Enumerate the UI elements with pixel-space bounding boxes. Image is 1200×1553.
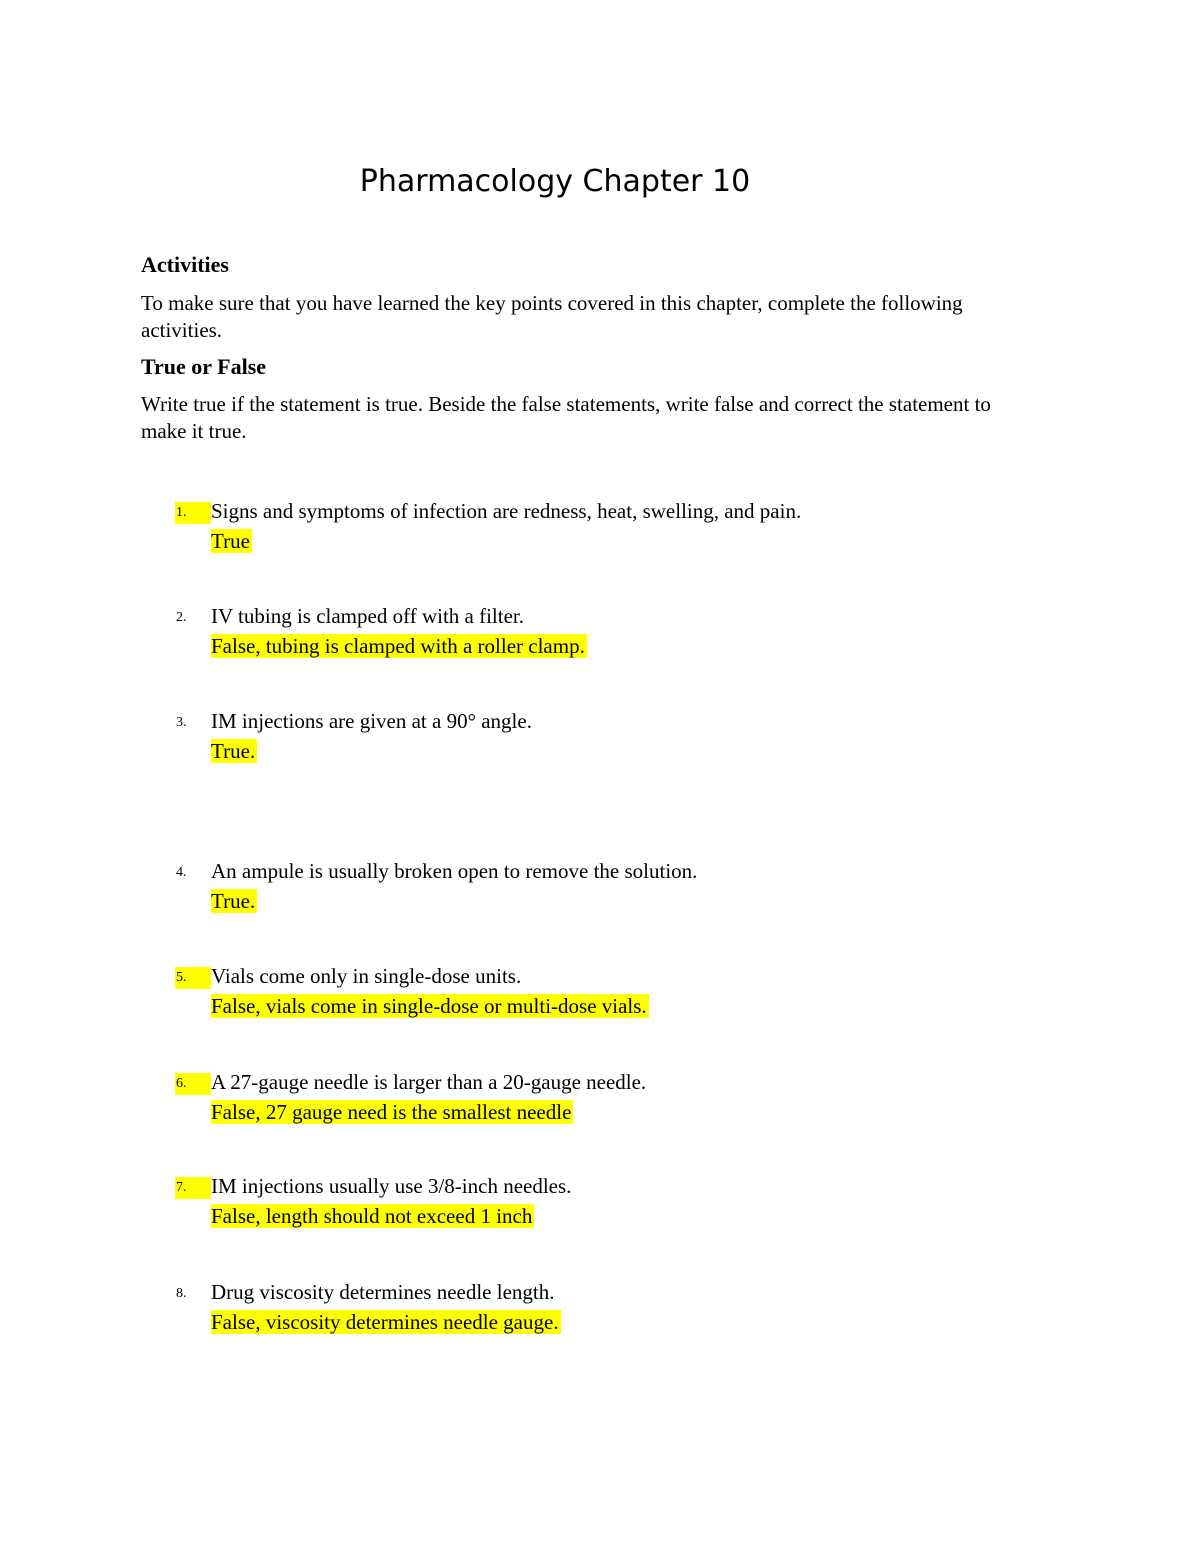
true-false-heading: True or False [141,354,267,379]
item-answer [211,1201,534,1231]
item-answer [211,991,649,1021]
activities-text: To make sure that you have learned the key points covered in this chapter, complete the following activities. [141,291,963,342]
item-number: 4. [176,865,187,880]
item-question: IM injections are given at a 90° angle. [211,709,532,733]
answer-highlight: False, length should not exceed 1 inch [211,1204,533,1228]
answer-highlight: False, vials come in single-dose or multi-dose vials. [211,994,647,1018]
item-question: An ampule is usually broken open to remove the solution. [211,859,698,883]
item-number: 1. [175,502,211,524]
item-question: Vials come only in single-dose units. [211,964,522,988]
answer-highlight: True [211,529,250,553]
item-question: IV tubing is clamped off with a filter. [211,604,525,628]
item-question: A 27-gauge needle is larger than a 20-gauge needle. [211,1070,647,1094]
true-false-instructions: Write true if the statement is true. Beside the false statements, write false and correct the statement to make it true. [141,392,991,443]
item-question: IM injections usually use 3/8-inch needles. [211,1174,572,1198]
answer-highlight: False, viscosity determines needle gauge. [211,1310,559,1334]
item-number: 5. [175,967,211,989]
item-answer [211,526,252,556]
item-number: 7. [175,1177,211,1199]
activities-heading: Activities [141,252,229,277]
item-number: 8. [176,1286,187,1301]
item-number: 6. [175,1073,211,1095]
item-answer [211,1307,561,1337]
answer-highlight: False, 27 gauge need is the smallest needle [211,1100,572,1124]
answer-highlight: True. [211,889,256,913]
answer-highlight: True. [211,739,256,763]
item-question: Drug viscosity determines needle length. [211,1280,555,1304]
item-answer [211,886,257,916]
item-answer [211,631,587,661]
item-number: 3. [176,715,187,730]
item-answer [211,1097,573,1127]
answer-highlight: False, tubing is clamped with a roller clamp. [211,634,585,658]
item-question: Signs and symptoms of infection are redness, heat, swelling, and pain. [211,499,802,523]
item-answer [211,736,257,766]
item-number: 2. [176,610,187,625]
page-title: Pharmacology Chapter 10 [359,164,751,199]
